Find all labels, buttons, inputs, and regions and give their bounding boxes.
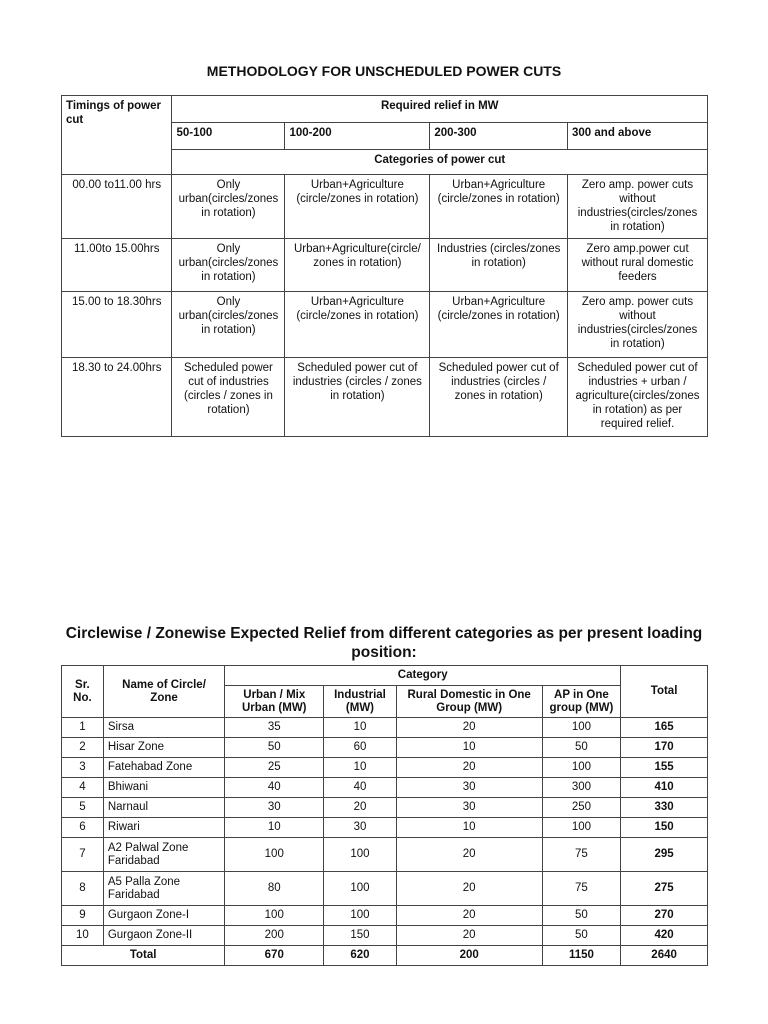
time-cell: 11.00to 15.00hrs [62, 239, 172, 292]
urban-cell: 25 [225, 758, 324, 778]
urban-cell: 50 [225, 738, 324, 758]
rural-cell: 20 [396, 718, 542, 738]
category-cell: Scheduled power cut of industries (circles / zones in rotation) [430, 358, 568, 437]
zone-name-cell: Riwari [103, 818, 224, 838]
category-cell: Industries (circles/zones in rotation) [430, 239, 568, 292]
table-row [62, 292, 708, 358]
industrial-cell: 150 [324, 926, 396, 946]
category-cell: Urban+Agriculture (circle/zones in rotation) [285, 175, 430, 239]
urban-cell: 200 [225, 926, 324, 946]
sr-cell: 2 [62, 738, 104, 758]
urban-cell: 30 [225, 798, 324, 818]
category-cell: Only urban(circles/zones in rotation) [172, 292, 285, 358]
rural-cell: 20 [396, 906, 542, 926]
sr-cell: 8 [62, 872, 104, 906]
row-total-cell: 155 [621, 758, 708, 778]
relief-header: Required relief in MW [172, 96, 708, 123]
rural-header: Rural Domestic in One Group (MW) [396, 686, 542, 718]
timings-header: Timings of power cut [62, 96, 172, 175]
rural-cell: 10 [396, 738, 542, 758]
rural-cell: 20 [396, 838, 542, 872]
row-total-cell: 330 [621, 798, 708, 818]
table-row [62, 738, 708, 758]
ap-cell: 50 [542, 906, 621, 926]
sr-cell: 9 [62, 906, 104, 926]
category-header: Category [225, 666, 621, 686]
category-cell: Zero amp. power cuts without industries(circles/zones in rotation) [568, 292, 708, 358]
row-total-cell: 170 [621, 738, 708, 758]
row-total-cell: 165 [621, 718, 708, 738]
time-cell: 15.00 to 18.30hrs [62, 292, 172, 358]
table-row [62, 758, 708, 778]
industrial-cell: 10 [324, 758, 396, 778]
category-cell: Scheduled power cut of industries (circles / zones in rotation) [172, 358, 285, 437]
row-total-cell: 295 [621, 838, 708, 872]
sr-cell: 1 [62, 718, 104, 738]
grand-total: 2640 [621, 946, 708, 966]
rural-cell: 20 [396, 758, 542, 778]
zone-name-cell: Gurgaon Zone-I [103, 906, 224, 926]
category-cell: Urban+Agriculture (circle/zones in rotation) [430, 175, 568, 239]
total-label: Total [62, 946, 225, 966]
time-cell: 18.30 to 24.00hrs [62, 358, 172, 437]
total-industrial: 620 [324, 946, 396, 966]
rural-cell: 20 [396, 872, 542, 906]
row-total-cell: 410 [621, 778, 708, 798]
categories-header: Categories of power cut [172, 150, 708, 175]
time-cell: 00.00 to11.00 hrs [62, 175, 172, 239]
ap-cell: 75 [542, 838, 621, 872]
industrial-cell: 100 [324, 872, 396, 906]
sr-cell: 5 [62, 798, 104, 818]
category-cell: Zero amp.power cut without rural domestic feeders [568, 239, 708, 292]
table-row [62, 818, 708, 838]
row-total-cell: 420 [621, 926, 708, 946]
zone-name-cell: Bhiwani [103, 778, 224, 798]
table-row [62, 872, 708, 906]
row-total-cell: 275 [621, 872, 708, 906]
zone-name-cell: Narnaul [103, 798, 224, 818]
industrial-cell: 60 [324, 738, 396, 758]
expected-relief-table [61, 665, 708, 966]
row-total-cell: 270 [621, 906, 708, 926]
urban-cell: 100 [225, 906, 324, 926]
total-header: Total [621, 666, 708, 718]
row-total-cell: 150 [621, 818, 708, 838]
name-header: Name of Circle/ Zone [103, 666, 224, 718]
rural-cell: 10 [396, 818, 542, 838]
industrial-cell: 40 [324, 778, 396, 798]
urban-cell: 100 [225, 838, 324, 872]
table-row [62, 798, 708, 818]
urban-cell: 35 [225, 718, 324, 738]
sr-cell: 3 [62, 758, 104, 778]
ap-cell: 100 [542, 758, 621, 778]
table-row [62, 718, 708, 738]
zone-name-cell: Sirsa [103, 718, 224, 738]
total-ap: 1150 [542, 946, 621, 966]
table-row [62, 358, 708, 437]
ap-cell: 250 [542, 798, 621, 818]
industrial-cell: 100 [324, 906, 396, 926]
zone-name-cell: A2 Palwal Zone Faridabad [103, 838, 224, 872]
ap-cell: 300 [542, 778, 621, 798]
range-header: 200-300 [430, 123, 568, 150]
zone-name-cell: Fatehabad Zone [103, 758, 224, 778]
ap-cell: 100 [542, 718, 621, 738]
sr-cell: 7 [62, 838, 104, 872]
section-title: Circlewise / Zonewise Expected Relief from different categories as per present loading position: [65, 625, 703, 661]
ap-header: AP in One group (MW) [542, 686, 621, 718]
category-cell: Only urban(circles/zones in rotation) [172, 175, 285, 239]
sr-cell: 6 [62, 818, 104, 838]
rural-cell: 30 [396, 798, 542, 818]
ap-cell: 75 [542, 872, 621, 906]
range-header: 50-100 [172, 123, 285, 150]
table-row [62, 906, 708, 926]
zone-name-cell: Gurgaon Zone-II [103, 926, 224, 946]
table-row [62, 778, 708, 798]
category-cell: Scheduled power cut of industries (circles / zones in rotation) [285, 358, 430, 437]
industrial-cell: 20 [324, 798, 396, 818]
range-header: 100-200 [285, 123, 430, 150]
rural-cell: 20 [396, 926, 542, 946]
zone-name-cell: A5 Palla Zone Faridabad [103, 872, 224, 906]
ap-cell: 50 [542, 926, 621, 946]
page-title: METHODOLOGY FOR UNSCHEDULED POWER CUTS [206, 63, 562, 79]
urban-cell: 40 [225, 778, 324, 798]
category-cell: Urban+Agriculture(circle/ zones in rotation) [285, 239, 430, 292]
category-cell: Scheduled power cut of industries + urban / agriculture(circles/zones in rotation) as per required relief. [568, 358, 708, 437]
table-row [62, 926, 708, 946]
industrial-cell: 30 [324, 818, 396, 838]
range-header: 300 and above [568, 123, 708, 150]
total-urban: 670 [225, 946, 324, 966]
ap-cell: 50 [542, 738, 621, 758]
table-row [62, 239, 708, 292]
category-cell: Only urban(circles/zones in rotation) [172, 239, 285, 292]
zone-name-cell: Hisar Zone [103, 738, 224, 758]
urban-cell: 10 [225, 818, 324, 838]
total-row [62, 946, 708, 966]
table-row [62, 838, 708, 872]
sr-header: Sr. No. [62, 666, 104, 718]
sr-cell: 4 [62, 778, 104, 798]
industrial-cell: 100 [324, 838, 396, 872]
table-row [62, 175, 708, 239]
category-cell: Urban+Agriculture (circle/zones in rotation) [430, 292, 568, 358]
urban-cell: 80 [225, 872, 324, 906]
sr-cell: 10 [62, 926, 104, 946]
industrial-cell: 10 [324, 718, 396, 738]
power-cut-methodology-table [61, 95, 708, 437]
category-cell: Zero amp. power cuts without industries(circles/zones in rotation) [568, 175, 708, 239]
industrial-header: Industrial (MW) [324, 686, 396, 718]
ap-cell: 100 [542, 818, 621, 838]
category-cell: Urban+Agriculture (circle/zones in rotation) [285, 292, 430, 358]
total-rural: 200 [396, 946, 542, 966]
urban-header: Urban / Mix Urban (MW) [225, 686, 324, 718]
rural-cell: 30 [396, 778, 542, 798]
